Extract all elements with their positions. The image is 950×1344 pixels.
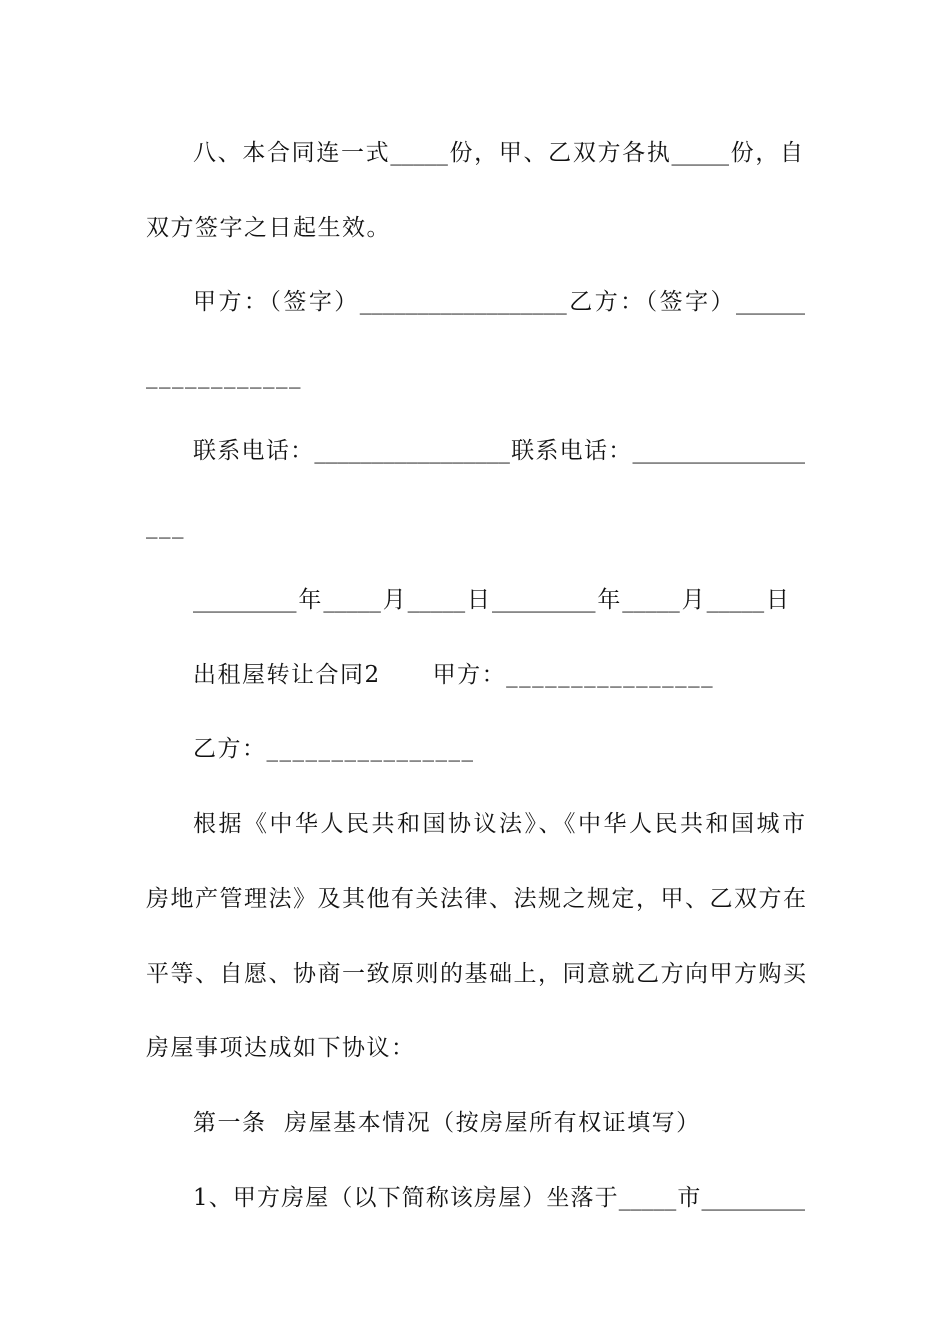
preamble-line-4: 房屋事项达成如下协议： [146,1035,416,1061]
article-one-item-1: 1、甲方房屋（以下简称该房屋）坐落于_____市_________ [193,1185,805,1211]
article-one-heading: 第一条 房屋基本情况（按房屋所有权证填写） [193,1110,701,1136]
date-line: _________年_____月_____日_________年_____月_____日 [193,587,789,613]
signature-line-2: ____________ [146,363,302,389]
contact-phone-line-1: 联系电话：_________________联系电话：_______________ [193,438,805,464]
party-b-field: 乙方：________________ [193,736,475,762]
clause-eight-line-1: 八、本合同连一式_____份，甲、乙双方各执_____份，自 [193,140,803,166]
contract-title-line [193,655,714,695]
preamble-line-3: 平等、自愿、协商一致原则的基础上，同意就乙方向甲方购买 [146,961,806,987]
signature-line-1: 甲方：（签字）__________________乙方：（签字）______ [193,289,805,315]
preamble-line-2: 房地产管理法》及其他有关法律、法规之规定，甲、乙双方在 [146,886,806,912]
contact-phone-line-2: ___ [146,513,185,539]
clause-eight-line-2: 双方签字之日起生效。 [146,215,391,241]
party-a-field: 甲方：________________ [432,662,715,688]
preamble-line-1: 根据《中华人民共和国协议法》、《中华人民共和国城市 [193,811,805,837]
contract-title: 出租屋转让合同2 [193,662,381,688]
